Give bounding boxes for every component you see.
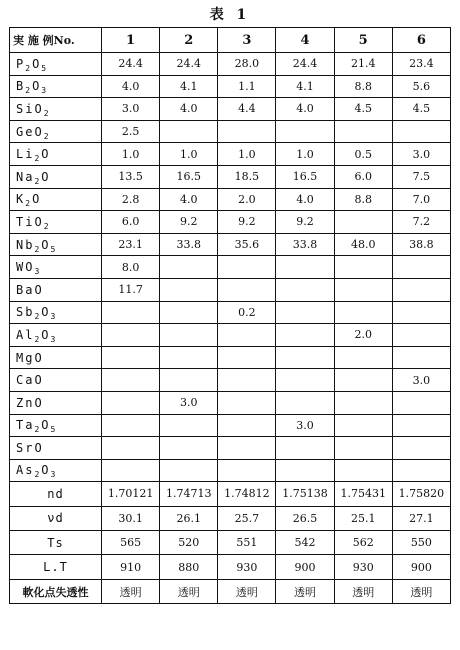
oxide-value-cell — [160, 324, 218, 347]
property-value-cell: 550 — [392, 531, 450, 555]
oxide-value-cell — [276, 459, 334, 482]
oxide-label — [10, 120, 102, 143]
oxide-value-cell — [160, 437, 218, 460]
oxide-label — [10, 211, 102, 234]
oxide-value-cell: 33.8 — [276, 233, 334, 256]
oxide-value-cell — [276, 391, 334, 414]
oxide-row — [10, 75, 451, 98]
formula-part: Al — [16, 327, 35, 342]
composition-table — [9, 27, 451, 604]
formula-part: ZnO — [16, 395, 44, 410]
oxide-value-cell — [334, 414, 392, 437]
oxide-value-cell — [218, 120, 276, 143]
formula-part: As — [16, 463, 35, 478]
property-label: L.T — [10, 555, 102, 579]
oxide-label — [10, 391, 102, 414]
oxide-value-cell — [102, 369, 160, 392]
formula-part: GeO — [16, 124, 44, 139]
formula-part: Sb — [16, 305, 35, 320]
oxide-value-cell: 3.0 — [392, 369, 450, 392]
oxide-value-cell: 1.0 — [218, 143, 276, 166]
oxide-value-cell — [334, 346, 392, 369]
oxide-value-cell: 3.0 — [392, 143, 450, 166]
property-value-cell: 520 — [160, 531, 218, 555]
oxide-value-cell: 3.0 — [276, 414, 334, 437]
oxide-value-cell: 13.5 — [102, 165, 160, 188]
property-value-cell: 1.75431 — [334, 482, 392, 506]
formula-part: Nb — [16, 237, 35, 252]
oxide-value-cell: 7.2 — [392, 211, 450, 234]
oxide-row — [10, 188, 451, 211]
oxide-value-cell — [276, 437, 334, 460]
oxide-value-cell — [276, 369, 334, 392]
oxide-value-cell: 11.7 — [102, 278, 160, 301]
property-value-cell: 565 — [102, 531, 160, 555]
formula-part: O — [41, 237, 51, 252]
oxide-label — [10, 414, 102, 437]
oxide-value-cell: 4.1 — [160, 75, 218, 98]
oxide-value-cell: 2.8 — [102, 188, 160, 211]
formula-part: 2 — [43, 221, 51, 231]
formula-part: SrO — [16, 440, 44, 455]
oxide-value-cell: 6.0 — [102, 211, 160, 234]
formula-part: 2 — [34, 470, 42, 480]
oxide-value-cell — [218, 391, 276, 414]
header-example-3: 3 — [218, 28, 276, 53]
oxide-label — [10, 278, 102, 301]
table-title: 表 1 — [209, 7, 251, 23]
oxide-value-cell — [392, 459, 450, 482]
property-value-cell: 透明 — [276, 579, 334, 603]
property-row — [10, 482, 451, 506]
property-value-cell: 26.5 — [276, 506, 334, 530]
oxide-row — [10, 165, 451, 188]
oxide-label — [10, 256, 102, 279]
formula-part: O — [41, 147, 51, 162]
oxide-row — [10, 437, 451, 460]
formula-part: 3 — [50, 334, 58, 344]
formula-part: Na — [16, 169, 35, 184]
oxide-row — [10, 414, 451, 437]
formula-part: 2 — [34, 312, 42, 322]
property-label: 軟化点失透性 — [10, 579, 102, 603]
oxide-value-cell: 35.6 — [218, 233, 276, 256]
property-value-cell: 900 — [392, 555, 450, 579]
oxide-value-cell: 7.0 — [392, 188, 450, 211]
oxide-value-cell: 4.0 — [160, 98, 218, 121]
property-value-cell: 透明 — [392, 579, 450, 603]
oxide-value-cell: 8.8 — [334, 188, 392, 211]
property-value-cell: 27.1 — [392, 506, 450, 530]
oxide-value-cell — [218, 459, 276, 482]
property-value-cell: 26.1 — [160, 506, 218, 530]
oxide-value-cell — [160, 414, 218, 437]
oxide-row — [10, 53, 451, 76]
property-value-cell: 透明 — [218, 579, 276, 603]
formula-part: 2 — [25, 86, 33, 96]
property-value-cell: 551 — [218, 531, 276, 555]
oxide-label — [10, 233, 102, 256]
oxide-value-cell — [334, 437, 392, 460]
oxide-value-cell — [218, 324, 276, 347]
oxide-value-cell: 0.2 — [218, 301, 276, 324]
oxide-value-cell: 4.5 — [392, 98, 450, 121]
oxide-value-cell: 9.2 — [276, 211, 334, 234]
oxide-value-cell: 16.5 — [160, 165, 218, 188]
header-example-2: 2 — [160, 28, 218, 53]
oxide-value-cell — [276, 256, 334, 279]
formula-part: 3 — [50, 312, 58, 322]
property-value-cell: 1.75820 — [392, 482, 450, 506]
oxide-value-cell: 4.0 — [160, 188, 218, 211]
property-label: Ts — [10, 531, 102, 555]
oxide-value-cell: 28.0 — [218, 53, 276, 76]
header-corner-cell: 実 施 例No. — [10, 28, 102, 53]
property-value-cell: 透明 — [334, 579, 392, 603]
oxide-value-cell — [160, 256, 218, 279]
property-value-cell: 562 — [334, 531, 392, 555]
formula-part: BaO — [16, 282, 44, 297]
oxide-value-cell — [160, 278, 218, 301]
formula-part: 3 — [50, 470, 58, 480]
formula-part: Ta — [16, 418, 35, 433]
oxide-value-cell — [160, 369, 218, 392]
formula-part: SiO — [16, 101, 44, 116]
property-value-cell: 25.7 — [218, 506, 276, 530]
formula-part: 2 — [34, 334, 42, 344]
oxide-value-cell — [392, 278, 450, 301]
property-value-cell: 30.1 — [102, 506, 160, 530]
oxide-value-cell — [276, 346, 334, 369]
oxide-value-cell — [160, 459, 218, 482]
oxide-row — [10, 211, 451, 234]
oxide-value-cell: 38.8 — [392, 233, 450, 256]
oxide-value-cell — [334, 301, 392, 324]
oxide-value-cell — [102, 414, 160, 437]
oxide-value-cell: 4.0 — [276, 188, 334, 211]
property-label: nd — [10, 482, 102, 506]
oxide-label — [10, 346, 102, 369]
property-label: νd — [10, 506, 102, 530]
oxide-label — [10, 75, 102, 98]
oxide-value-cell: 6.0 — [334, 165, 392, 188]
oxide-value-cell — [276, 278, 334, 301]
formula-part: O — [41, 327, 51, 342]
formula-part: 2 — [43, 131, 51, 141]
oxide-row — [10, 98, 451, 121]
oxide-value-cell — [218, 414, 276, 437]
property-value-cell: 542 — [276, 531, 334, 555]
property-value-cell: 1.70121 — [102, 482, 160, 506]
oxide-value-cell: 33.8 — [160, 233, 218, 256]
oxide-value-cell — [102, 346, 160, 369]
oxide-value-cell: 1.1 — [218, 75, 276, 98]
oxide-value-cell: 48.0 — [334, 233, 392, 256]
oxide-value-cell: 23.1 — [102, 233, 160, 256]
oxide-value-cell: 1.0 — [276, 143, 334, 166]
formula-part: P — [16, 56, 26, 71]
oxide-value-cell — [334, 459, 392, 482]
header-example-1: 1 — [102, 28, 160, 53]
oxide-value-cell — [218, 256, 276, 279]
oxide-value-cell: 4.1 — [276, 75, 334, 98]
oxide-row — [10, 324, 451, 347]
formula-part: 2 — [25, 63, 33, 73]
oxide-value-cell — [392, 256, 450, 279]
oxide-value-cell: 8.8 — [334, 75, 392, 98]
property-value-cell: 透明 — [102, 579, 160, 603]
oxide-value-cell — [392, 391, 450, 414]
formula-part: O — [41, 169, 51, 184]
oxide-value-cell: 24.4 — [276, 53, 334, 76]
oxide-value-cell — [334, 120, 392, 143]
oxide-value-cell — [334, 211, 392, 234]
oxide-value-cell — [218, 369, 276, 392]
oxide-value-cell: 3.0 — [102, 98, 160, 121]
oxide-label — [10, 301, 102, 324]
formula-part: O — [41, 418, 51, 433]
oxide-value-cell: 4.0 — [102, 75, 160, 98]
oxide-value-cell: 24.4 — [102, 53, 160, 76]
oxide-value-cell — [392, 301, 450, 324]
formula-part: O — [32, 56, 42, 71]
oxide-value-cell — [102, 391, 160, 414]
oxide-value-cell: 4.5 — [334, 98, 392, 121]
property-value-cell: 930 — [334, 555, 392, 579]
formula-part: Li — [16, 147, 35, 162]
formula-part: O — [41, 463, 51, 478]
oxide-value-cell — [102, 301, 160, 324]
oxide-value-cell — [218, 346, 276, 369]
formula-part: 2 — [34, 176, 42, 186]
oxide-value-cell — [276, 120, 334, 143]
oxide-value-cell: 7.5 — [392, 165, 450, 188]
oxide-value-cell: 8.0 — [102, 256, 160, 279]
property-value-cell: 透明 — [160, 579, 218, 603]
property-value-cell: 1.74713 — [160, 482, 218, 506]
oxide-value-cell: 16.5 — [276, 165, 334, 188]
property-row — [10, 555, 451, 579]
formula-part: WO — [16, 260, 35, 275]
oxide-label — [10, 437, 102, 460]
oxide-value-cell — [218, 278, 276, 301]
oxide-value-cell — [334, 278, 392, 301]
oxide-value-cell: 3.0 — [160, 391, 218, 414]
formula-part: K — [16, 192, 26, 207]
oxide-row — [10, 301, 451, 324]
oxide-value-cell: 5.6 — [392, 75, 450, 98]
formula-part: 2 — [43, 108, 51, 118]
formula-part: 2 — [25, 199, 33, 209]
oxide-label — [10, 143, 102, 166]
oxide-value-cell: 1.0 — [102, 143, 160, 166]
oxide-value-cell: 4.0 — [276, 98, 334, 121]
oxide-label — [10, 369, 102, 392]
oxide-value-cell — [392, 346, 450, 369]
formula-part: 5 — [50, 425, 58, 435]
header-example-6: 6 — [392, 28, 450, 53]
property-row — [10, 579, 451, 603]
oxide-row — [10, 346, 451, 369]
property-value-cell: 910 — [102, 555, 160, 579]
oxide-label — [10, 98, 102, 121]
oxide-value-cell — [160, 346, 218, 369]
formula-part: 3 — [41, 86, 49, 96]
oxide-value-cell — [102, 324, 160, 347]
oxide-value-cell — [334, 369, 392, 392]
oxide-value-cell — [218, 437, 276, 460]
header-example-4: 4 — [276, 28, 334, 53]
formula-part: O — [32, 192, 42, 207]
oxide-label — [10, 324, 102, 347]
formula-part: 5 — [50, 244, 58, 254]
formula-part: O — [41, 305, 51, 320]
oxide-label — [10, 188, 102, 211]
formula-part: 3 — [34, 267, 42, 277]
header-example-5: 5 — [334, 28, 392, 53]
oxide-value-cell: 9.2 — [218, 211, 276, 234]
oxide-value-cell — [276, 301, 334, 324]
oxide-label — [10, 53, 102, 76]
oxide-row — [10, 391, 451, 414]
oxide-value-cell: 18.5 — [218, 165, 276, 188]
oxide-value-cell: 2.5 — [102, 120, 160, 143]
oxide-value-cell: 4.4 — [218, 98, 276, 121]
oxide-value-cell: 21.4 — [334, 53, 392, 76]
oxide-value-cell — [392, 437, 450, 460]
oxide-value-cell: 2.0 — [218, 188, 276, 211]
oxide-value-cell — [276, 324, 334, 347]
header-row — [10, 28, 451, 53]
formula-part: TiO — [16, 214, 44, 229]
property-value-cell: 1.75138 — [276, 482, 334, 506]
oxide-label — [10, 165, 102, 188]
formula-part: 2 — [34, 154, 42, 164]
oxide-row — [10, 233, 451, 256]
oxide-value-cell — [334, 256, 392, 279]
oxide-value-cell — [102, 437, 160, 460]
oxide-value-cell — [392, 324, 450, 347]
oxide-value-cell — [334, 391, 392, 414]
oxide-value-cell — [160, 120, 218, 143]
oxide-value-cell: 0.5 — [334, 143, 392, 166]
formula-part: B — [16, 79, 26, 94]
oxide-row — [10, 143, 451, 166]
property-value-cell: 880 — [160, 555, 218, 579]
oxide-row — [10, 278, 451, 301]
oxide-row — [10, 256, 451, 279]
formula-part: O — [32, 79, 42, 94]
property-row — [10, 506, 451, 530]
oxide-value-cell — [160, 301, 218, 324]
oxide-value-cell — [392, 120, 450, 143]
oxide-value-cell — [102, 459, 160, 482]
formula-part: 2 — [34, 244, 42, 254]
oxide-value-cell: 2.0 — [334, 324, 392, 347]
formula-part: CaO — [16, 373, 44, 388]
property-row — [10, 531, 451, 555]
oxide-row — [10, 459, 451, 482]
property-value-cell: 900 — [276, 555, 334, 579]
oxide-value-cell — [392, 414, 450, 437]
oxide-row — [10, 120, 451, 143]
formula-part: MgO — [16, 350, 44, 365]
oxide-value-cell: 24.4 — [160, 53, 218, 76]
formula-part: 2 — [34, 425, 42, 435]
property-value-cell: 1.74812 — [218, 482, 276, 506]
property-value-cell: 25.1 — [334, 506, 392, 530]
oxide-row — [10, 369, 451, 392]
oxide-value-cell: 1.0 — [160, 143, 218, 166]
property-value-cell: 930 — [218, 555, 276, 579]
oxide-value-cell: 23.4 — [392, 53, 450, 76]
oxide-value-cell: 9.2 — [160, 211, 218, 234]
formula-part: 5 — [41, 63, 49, 73]
oxide-label — [10, 459, 102, 482]
